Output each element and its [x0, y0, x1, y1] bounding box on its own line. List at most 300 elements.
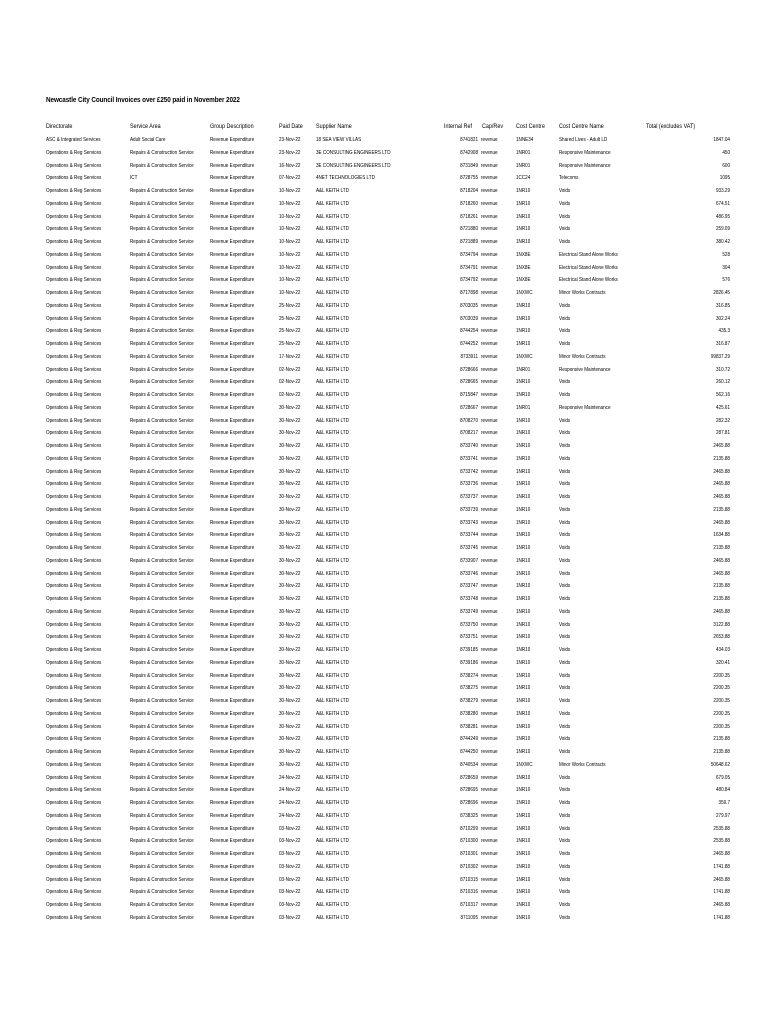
cell-internal-ref: 8718260: [460, 200, 478, 207]
cell-paid-date: 30-Nov-22: [279, 749, 301, 755]
cell-supplier-name: 3E CONSULTING ENGINEERS LTD: [316, 149, 391, 156]
cell-supplier-name: A&L KEITH LTD: [316, 902, 349, 908]
cell-total: 674.51: [715, 200, 730, 207]
cell-service-area: Repairs & Construction Service: [130, 481, 194, 488]
cell-supplier-name: A&L KEITH LTD: [316, 213, 349, 220]
cell-directorate: Operations & Reg Services: [46, 239, 102, 245]
cell-paid-date: 25-Nov-22: [279, 328, 301, 335]
cell-service-area: Repairs & Construction Service: [130, 430, 194, 437]
cell-cost-centre: 1NXWC: [516, 353, 533, 360]
cell-directorate: Operations & Reg Services: [46, 672, 102, 679]
cell-group-description: Revenue Expenditure: [210, 532, 255, 539]
cell-supplier-name: A&L KEITH LTD: [316, 290, 349, 296]
table-row: [0, 198, 770, 211]
cell-service-area: Repairs & Construction Service: [130, 455, 194, 462]
cell-paid-date: 24-Nov-22: [279, 774, 301, 781]
cell-cost-centre: 1NR10: [516, 188, 531, 194]
cell-total: 310.72: [715, 366, 730, 373]
cell-cost-centre-name: Voids: [559, 417, 571, 424]
cell-service-area: Repairs & Construction Service: [130, 506, 194, 513]
cell-supplier-name: A&L KEITH LTD: [316, 188, 349, 194]
cell-cost-centre: 1NR10: [516, 213, 531, 220]
cell-paid-date: 10-Nov-22: [279, 239, 301, 245]
cell-paid-date: 03-Nov-22: [279, 914, 301, 921]
cell-directorate: Operations & Reg Services: [46, 264, 102, 271]
cell-service-area: ICT: [130, 175, 138, 182]
cell-total: 933.29: [715, 188, 730, 194]
cell-group-description: Revenue Expenditure: [210, 710, 255, 717]
cell-internal-ref: 8715847: [460, 392, 478, 398]
table-row: [0, 899, 770, 912]
table-row: [0, 810, 770, 823]
cell-paid-date: 30-Nov-22: [279, 430, 301, 437]
cell-paid-date: 30-Nov-22: [279, 481, 301, 488]
cell-internal-ref: 8710299: [460, 825, 478, 832]
cell-directorate: Operations & Reg Services: [46, 761, 102, 768]
cell-cap-rev: revenue: [481, 787, 498, 794]
cell-total: 2465.88: [713, 876, 730, 883]
cell-directorate: Operations & Reg Services: [46, 812, 102, 819]
table-row: [0, 555, 770, 568]
cell-paid-date: 03-Nov-22: [279, 838, 301, 845]
cell-cost-centre: 1NR10: [516, 596, 531, 602]
cell-internal-ref: 8733750: [460, 621, 478, 628]
cell-cost-centre-name: Responsive Maintenance: [559, 149, 611, 156]
cell-service-area: Repairs & Construction Service: [130, 838, 194, 845]
cell-total: 2465.88: [713, 494, 730, 500]
cell-total: 259.09: [715, 226, 730, 233]
cell-directorate: Operations & Reg Services: [46, 825, 102, 832]
cell-supplier-name: A&L KEITH LTD: [316, 328, 349, 335]
cell-cost-centre: 1NXWC: [516, 761, 533, 768]
cell-supplier-name: A&L KEITH LTD: [316, 341, 349, 347]
cell-service-area: Repairs & Construction Service: [130, 213, 194, 220]
cell-cost-centre: 1NR01: [516, 404, 531, 411]
cell-supplier-name: A&L KEITH LTD: [316, 379, 349, 386]
cell-cap-rev: revenue: [481, 710, 498, 717]
table-row: [0, 606, 770, 619]
cell-service-area: Repairs & Construction Service: [130, 812, 194, 819]
cell-total: 435.3: [718, 328, 730, 335]
cell-group-description: Revenue Expenditure: [210, 430, 255, 437]
cell-total: 2653.88: [713, 634, 730, 641]
cell-directorate: Operations & Reg Services: [46, 698, 102, 704]
cell-supplier-name: A&L KEITH LTD: [316, 710, 349, 717]
cell-cap-rev: revenue: [481, 800, 498, 806]
cell-internal-ref: 8718204: [460, 188, 478, 194]
cell-directorate: Operations & Reg Services: [46, 608, 102, 615]
table-row: [0, 568, 770, 581]
cell-cost-centre: 1NR10: [516, 812, 531, 819]
cell-service-area: Repairs & Construction Service: [130, 608, 194, 615]
cell-group-description: Revenue Expenditure: [210, 188, 255, 194]
cell-supplier-name: A&L KEITH LTD: [316, 468, 349, 475]
table-row: [0, 262, 770, 275]
cell-directorate: Operations & Reg Services: [46, 583, 102, 590]
cell-cap-rev: revenue: [481, 251, 498, 258]
cell-service-area: Repairs & Construction Service: [130, 494, 194, 500]
cell-supplier-name: A&L KEITH LTD: [316, 315, 349, 322]
table-row: [0, 695, 770, 708]
cell-group-description: Revenue Expenditure: [210, 596, 255, 602]
cell-cost-centre-name: Voids: [559, 749, 571, 755]
cell-cap-rev: revenue: [481, 494, 498, 500]
cell-supplier-name: A&L KEITH LTD: [316, 264, 349, 271]
cell-directorate: Operations & Reg Services: [46, 366, 102, 373]
cell-paid-date: 30-Nov-22: [279, 634, 301, 641]
cell-total: 2135.88: [713, 455, 730, 462]
cell-directorate: Operations & Reg Services: [46, 685, 102, 692]
cell-internal-ref: 8733743: [460, 519, 478, 526]
cell-cost-centre-name: Voids: [559, 621, 571, 628]
cell-supplier-name: A&L KEITH LTD: [316, 800, 349, 806]
cell-service-area: Repairs & Construction Service: [130, 736, 194, 743]
cell-cost-centre-name: Responsive Maintenance: [559, 404, 611, 411]
cell-cost-centre-name: Responsive Maintenance: [559, 162, 611, 169]
cell-paid-date: 10-Nov-22: [279, 200, 301, 207]
cell-total: 1847.04: [713, 137, 730, 143]
cell-internal-ref: 8739185: [460, 647, 478, 653]
cell-directorate: Operations & Reg Services: [46, 557, 102, 564]
table-row: [0, 657, 770, 670]
cell-cost-centre-name: Telecoms: [559, 175, 579, 182]
cell-cost-centre: 1NNE34: [516, 137, 534, 143]
cell-cost-centre-name: Voids: [559, 608, 571, 615]
cell-cost-centre-name: Voids: [559, 532, 571, 539]
cell-cost-centre: 1NR01: [516, 366, 531, 373]
table-row: [0, 427, 770, 440]
cell-group-description: Revenue Expenditure: [210, 902, 255, 908]
cell-cap-rev: revenue: [481, 417, 498, 424]
cell-internal-ref: 8733744: [460, 532, 478, 539]
cell-total: 99837.29: [710, 353, 730, 360]
cell-supplier-name: A&L KEITH LTD: [316, 914, 349, 921]
cell-internal-ref: 8710316: [460, 889, 478, 896]
cell-group-description: Revenue Expenditure: [210, 583, 255, 590]
cell-paid-date: 30-Nov-22: [279, 698, 301, 704]
cell-cost-centre-name: Voids: [559, 506, 571, 513]
cell-total: 1741.88: [713, 914, 730, 921]
cell-cost-centre: 1NR10: [516, 825, 531, 832]
cell-total: 2200.35: [713, 672, 730, 679]
cell-cap-rev: revenue: [481, 914, 498, 921]
table-row: [0, 300, 770, 313]
cell-cost-centre-name: Voids: [559, 698, 571, 704]
cell-group-description: Revenue Expenditure: [210, 863, 255, 870]
cell-cost-centre: 1NR10: [516, 889, 531, 896]
cell-group-description: Revenue Expenditure: [210, 634, 255, 641]
table-row: [0, 708, 770, 721]
header-cost-centre-name: Cost Centre Name: [559, 123, 604, 130]
cell-group-description: Revenue Expenditure: [210, 557, 255, 564]
cell-total: 2200.35: [713, 685, 730, 692]
cell-cost-centre-name: Voids: [559, 876, 571, 883]
cell-paid-date: 30-Nov-22: [279, 736, 301, 743]
cell-cap-rev: revenue: [481, 302, 498, 309]
cell-directorate: Operations & Reg Services: [46, 787, 102, 794]
cell-directorate: Operations & Reg Services: [46, 889, 102, 896]
table-row: [0, 504, 770, 517]
cell-cost-centre-name: Voids: [559, 545, 571, 551]
cell-total: 2465.88: [713, 481, 730, 488]
cell-total: 359.7: [718, 800, 730, 806]
cell-directorate: Operations & Reg Services: [46, 621, 102, 628]
cell-total: 316.85: [715, 302, 730, 309]
cell-supplier-name: A&L KEITH LTD: [316, 455, 349, 462]
cell-cost-centre: 1NXWC: [516, 290, 533, 296]
cell-total: 3122.88: [713, 621, 730, 628]
cell-cap-rev: revenue: [481, 812, 498, 819]
cell-internal-ref: 8744252: [460, 341, 478, 347]
cell-internal-ref: 8711095: [460, 914, 478, 921]
cell-supplier-name: A&L KEITH LTD: [316, 672, 349, 679]
cell-internal-ref: 8728696: [460, 800, 478, 806]
cell-paid-date: 30-Nov-22: [279, 455, 301, 462]
cell-cap-rev: revenue: [481, 213, 498, 220]
cell-cap-rev: revenue: [481, 404, 498, 411]
table-row: [0, 631, 770, 644]
cell-cost-centre: 1NR10: [516, 570, 531, 577]
table-row: [0, 797, 770, 810]
table-row: [0, 249, 770, 262]
cell-internal-ref: 8710302: [460, 863, 478, 870]
cell-cost-centre: 1NR10: [516, 647, 531, 653]
cell-supplier-name: 18 SEA VIEW VILLAS: [316, 137, 362, 143]
cell-total: 1634.88: [713, 532, 730, 539]
cell-cap-rev: revenue: [481, 226, 498, 233]
cell-cost-centre-name: Electrical Stand Alone Works: [559, 251, 618, 258]
cell-service-area: Repairs & Construction Service: [130, 889, 194, 896]
cell-cost-centre: 1NR10: [516, 545, 531, 551]
cell-cap-rev: revenue: [481, 736, 498, 743]
cell-cost-centre-name: Voids: [559, 570, 571, 577]
table-row: [0, 721, 770, 734]
cell-cost-centre: 1NR10: [516, 914, 531, 921]
cell-supplier-name: 4NET TECHNOLOGIES LTD: [316, 175, 375, 182]
cell-paid-date: 03-Nov-22: [279, 902, 301, 908]
cell-group-description: Revenue Expenditure: [210, 812, 255, 819]
cell-cost-centre: 1NR10: [516, 494, 531, 500]
cell-cap-rev: revenue: [481, 137, 498, 143]
cell-cap-rev: revenue: [481, 315, 498, 322]
cell-group-description: Revenue Expenditure: [210, 328, 255, 335]
cell-internal-ref: 8703039: [460, 315, 478, 322]
table-row: [0, 848, 770, 861]
cell-total: 2200.35: [713, 698, 730, 704]
cell-total: 2465.88: [713, 570, 730, 577]
cell-cap-rev: revenue: [481, 851, 498, 857]
cell-supplier-name: A&L KEITH LTD: [316, 251, 349, 258]
cell-total: 1095: [719, 175, 730, 182]
cell-cap-rev: revenue: [481, 761, 498, 768]
table-row: [0, 529, 770, 542]
cell-paid-date: 30-Nov-22: [279, 506, 301, 513]
table-row: [0, 823, 770, 836]
cell-service-area: Repairs & Construction Service: [130, 659, 194, 666]
cell-supplier-name: A&L KEITH LTD: [316, 417, 349, 424]
cell-cost-centre-name: Voids: [559, 851, 571, 857]
table-row: [0, 236, 770, 249]
header-paid-date: Paid Date: [279, 123, 303, 130]
cell-paid-date: 30-Nov-22: [279, 659, 301, 666]
cell-cost-centre: 1CC24: [516, 175, 531, 182]
cell-internal-ref: 8738281: [460, 723, 478, 730]
cell-total: 302.24: [715, 315, 730, 322]
cell-group-description: Revenue Expenditure: [210, 647, 255, 653]
cell-supplier-name: 3E CONSULTING ENGINEERS LTD: [316, 162, 391, 169]
cell-paid-date: 10-Nov-22: [279, 188, 301, 194]
header-directorate: Directorate: [46, 123, 73, 130]
cell-internal-ref: 8728695: [460, 787, 478, 794]
cell-supplier-name: A&L KEITH LTD: [316, 277, 349, 284]
cell-service-area: Repairs & Construction Service: [130, 519, 194, 526]
cell-service-area: Repairs & Construction Service: [130, 863, 194, 870]
cell-supplier-name: A&L KEITH LTD: [316, 366, 349, 373]
cell-cap-rev: revenue: [481, 353, 498, 360]
cell-group-description: Revenue Expenditure: [210, 889, 255, 896]
cell-directorate: Operations & Reg Services: [46, 175, 102, 182]
cell-group-description: Revenue Expenditure: [210, 761, 255, 768]
cell-directorate: Operations & Reg Services: [46, 468, 102, 475]
cell-service-area: Repairs & Construction Service: [130, 264, 194, 271]
cell-paid-date: 30-Nov-22: [279, 647, 301, 653]
table-row: [0, 376, 770, 389]
cell-paid-date: 25-Nov-22: [279, 341, 301, 347]
cell-directorate: Operations & Reg Services: [46, 251, 102, 258]
cell-directorate: Operations & Reg Services: [46, 532, 102, 539]
cell-internal-ref: 8703035: [460, 302, 478, 309]
cell-cost-centre-name: Voids: [559, 583, 571, 590]
cell-group-description: Revenue Expenditure: [210, 455, 255, 462]
table-row: [0, 874, 770, 887]
cell-supplier-name: A&L KEITH LTD: [316, 392, 349, 398]
cell-cost-centre-name: Voids: [559, 659, 571, 666]
cell-group-description: Revenue Expenditure: [210, 851, 255, 857]
cell-paid-date: 02-Nov-22: [279, 379, 301, 386]
cell-cost-centre-name: Voids: [559, 710, 571, 717]
cell-service-area: Repairs & Construction Service: [130, 710, 194, 717]
cell-internal-ref: 8733736: [460, 481, 478, 488]
cell-total: 2465.88: [713, 608, 730, 615]
cell-supplier-name: A&L KEITH LTD: [316, 838, 349, 845]
cell-cost-centre-name: Voids: [559, 774, 571, 781]
cell-internal-ref: 8741821: [460, 137, 478, 143]
table-row: [0, 402, 770, 415]
cell-group-description: Revenue Expenditure: [210, 519, 255, 526]
cell-total: 282.32: [715, 417, 730, 424]
cell-cost-centre: 1NR10: [516, 902, 531, 908]
cell-cap-rev: revenue: [481, 774, 498, 781]
cell-cost-centre: 1NR10: [516, 392, 531, 398]
cell-cost-centre-name: Voids: [559, 596, 571, 602]
table-row: [0, 861, 770, 874]
cell-group-description: Revenue Expenditure: [210, 787, 255, 794]
cell-total: 287.81: [715, 430, 730, 437]
cell-supplier-name: A&L KEITH LTD: [316, 761, 349, 768]
cell-directorate: Operations & Reg Services: [46, 723, 102, 730]
cell-paid-date: 10-Nov-22: [279, 251, 301, 258]
cell-total: 576: [722, 277, 730, 284]
cell-cost-centre: 1NR10: [516, 519, 531, 526]
cell-internal-ref: 8731849: [460, 162, 478, 169]
cell-directorate: Operations & Reg Services: [46, 290, 102, 296]
cell-service-area: Repairs & Construction Service: [130, 200, 194, 207]
cell-internal-ref: 8738325: [460, 812, 478, 819]
cell-cap-rev: revenue: [481, 902, 498, 908]
cell-total: 2135.88: [713, 749, 730, 755]
cell-service-area: Repairs & Construction Service: [130, 761, 194, 768]
cell-cap-rev: revenue: [481, 175, 498, 182]
cell-internal-ref: 8744250: [460, 749, 478, 755]
cell-service-area: Repairs & Construction Service: [130, 825, 194, 832]
cell-directorate: Operations & Reg Services: [46, 749, 102, 755]
cell-internal-ref: 8739186: [460, 659, 478, 666]
cell-paid-date: 10-Nov-22: [279, 277, 301, 284]
cell-paid-date: 24-Nov-22: [279, 787, 301, 794]
cell-directorate: Operations & Reg Services: [46, 596, 102, 602]
cell-cost-centre-name: Voids: [559, 481, 571, 488]
cell-cost-centre-name: Voids: [559, 392, 571, 398]
page-title: Newcastle City Council Invoices over £250 paid in November 2022: [46, 95, 240, 104]
cell-internal-ref: 8733739: [460, 506, 478, 513]
cell-directorate: Operations & Reg Services: [46, 774, 102, 781]
cell-paid-date: 30-Nov-22: [279, 532, 301, 539]
cell-group-description: Revenue Expenditure: [210, 290, 255, 296]
cell-cap-rev: revenue: [481, 519, 498, 526]
cell-internal-ref: 8733741: [460, 455, 478, 462]
cell-internal-ref: 8733746: [460, 570, 478, 577]
cell-service-area: Repairs & Construction Service: [130, 851, 194, 857]
cell-service-area: Adult Social Care: [130, 137, 166, 143]
table-row: [0, 772, 770, 785]
cell-directorate: Operations & Reg Services: [46, 443, 102, 449]
cell-group-description: Revenue Expenditure: [210, 685, 255, 692]
cell-directorate: Operations & Reg Services: [46, 494, 102, 500]
cell-service-area: Repairs & Construction Service: [130, 532, 194, 539]
cell-cap-rev: revenue: [481, 468, 498, 475]
cell-paid-date: 30-Nov-22: [279, 672, 301, 679]
cell-cost-centre-name: Voids: [559, 557, 571, 564]
cell-internal-ref: 8718261: [460, 213, 478, 220]
cell-total: 1741.88: [713, 863, 730, 870]
cell-internal-ref: 8733749: [460, 608, 478, 615]
cell-cost-centre-name: Voids: [559, 455, 571, 462]
cell-internal-ref: 8721880: [460, 226, 478, 233]
cell-cost-centre: 1NX8E: [516, 264, 531, 271]
cell-cap-rev: revenue: [481, 200, 498, 207]
cell-cost-centre: 1NR10: [516, 723, 531, 730]
cell-paid-date: 10-Nov-22: [279, 264, 301, 271]
cell-paid-date: 30-Nov-22: [279, 519, 301, 526]
cell-internal-ref: 8738280: [460, 710, 478, 717]
cell-total: 2135.88: [713, 583, 730, 590]
cell-group-description: Revenue Expenditure: [210, 570, 255, 577]
cell-cost-centre-name: Voids: [559, 787, 571, 794]
cell-cost-centre: 1NR10: [516, 749, 531, 755]
cell-cost-centre-name: Responsive Maintenance: [559, 366, 611, 373]
cell-cost-centre-name: Minor Works Contracts: [559, 761, 606, 768]
cell-service-area: Repairs & Construction Service: [130, 621, 194, 628]
cell-cap-rev: revenue: [481, 634, 498, 641]
cell-internal-ref: 8742908: [460, 149, 478, 156]
cell-directorate: Operations & Reg Services: [46, 647, 102, 653]
cell-cost-centre: 1NR10: [516, 328, 531, 335]
cell-internal-ref: 8728666: [460, 366, 478, 373]
cell-total: 2826.45: [713, 290, 730, 296]
cell-cost-centre: 1NR10: [516, 608, 531, 615]
cell-service-area: Repairs & Construction Service: [130, 162, 194, 169]
cell-service-area: Repairs & Construction Service: [130, 902, 194, 908]
